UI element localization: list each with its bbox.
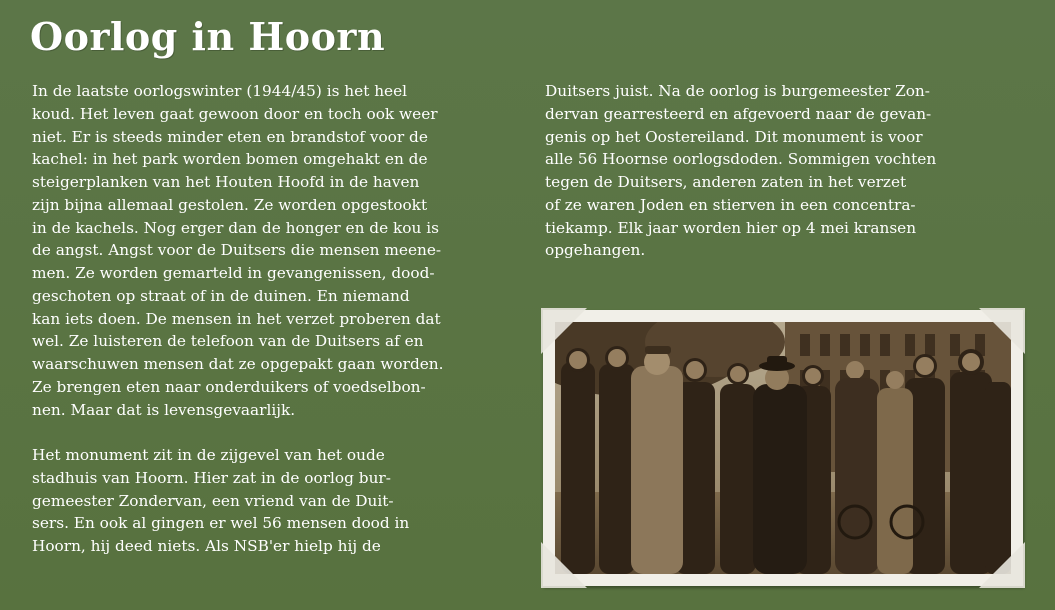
text-line: in de kachels. Nog erger dan de honger en de kou is	[32, 218, 439, 237]
text-line: de angst. Angst voor de Duitsers die mensen meene-	[32, 241, 442, 260]
text-line: alle 56 Hoornse oorlogsdoden. Sommigen vochten	[545, 150, 937, 169]
text-line: of ze waren Joden en stierven in een concentra-	[545, 195, 916, 214]
text-line: stadhuis van Hoorn. Hier zat in de oorlog bur-	[32, 468, 391, 487]
text-line: Hoorn, hij deed niets. Als NSB'er hielp hij de	[32, 537, 381, 555]
text-line: Ze brengen eten naar onderduikers of voedselbon-	[32, 377, 426, 396]
historic-photo	[555, 322, 1011, 574]
paragraph-gap	[32, 421, 514, 444]
text-line: men. Ze worden gemarteld in gevangenissen, dood-	[32, 264, 435, 282]
text-line: steigerplanken van het Houten Hoofd in de haven	[32, 173, 420, 191]
text-line: Duitsers juist. Na de oorlog is burgemeester Zon-	[545, 82, 930, 100]
text-line: tiekamp. Elk jaar worden hier op 4 mei kransen	[545, 218, 917, 237]
paragraph-2	[32, 444, 514, 558]
page-title: Oorlog in Hoorn	[30, 14, 386, 59]
text-line: nen. Maar dat is levensgevaarlijk.	[32, 400, 296, 419]
text-line: geschoten op straat of in de duinen. En niemand	[32, 286, 410, 305]
right-column	[545, 80, 1025, 262]
text-line: genis op het Oostereiland. Dit monument is voor	[545, 127, 923, 146]
historic-photo-frame	[543, 310, 1023, 586]
text-line: kan iets doen. De mensen in het verzet proberen dat	[32, 309, 441, 328]
text-line: sers. En ook al gingen er wel 56 mensen dood in	[32, 514, 410, 533]
text-line: dervan gearresteerd en afgevoerd naar de gevan-	[545, 104, 932, 123]
paragraph-3	[545, 80, 1025, 262]
text-line: zijn bijna allemaal gestolen. Ze worden opgestookt	[32, 195, 428, 214]
photo-illustration	[555, 322, 1011, 574]
text-line: gemeester Zondervan, een vriend van de Duit-	[32, 491, 394, 510]
left-column	[32, 80, 514, 558]
text-line: kachel: in het park worden bomen omgehakt en de	[32, 150, 428, 169]
text-line: niet. Er is steeds minder eten en brandstof voor de	[32, 127, 428, 146]
text-line: waarschuwen mensen dat ze opgepakt gaan worden.	[32, 355, 444, 373]
text-line: opgehangen.	[545, 241, 646, 260]
text-line: wel. Ze luisteren de telefoon van de Duitsers af en	[32, 332, 424, 351]
text-line: In de laatste oorlogswinter (1944/45) is het heel	[32, 82, 408, 100]
paragraph-1	[32, 80, 514, 421]
text-line: tegen de Duitsers, anderen zaten in het verzet	[545, 173, 907, 191]
text-line: Het monument zit in de zijgevel van het oude	[32, 446, 385, 464]
text-line: koud. Het leven gaat gewoon door en toch ook weer	[32, 104, 438, 123]
